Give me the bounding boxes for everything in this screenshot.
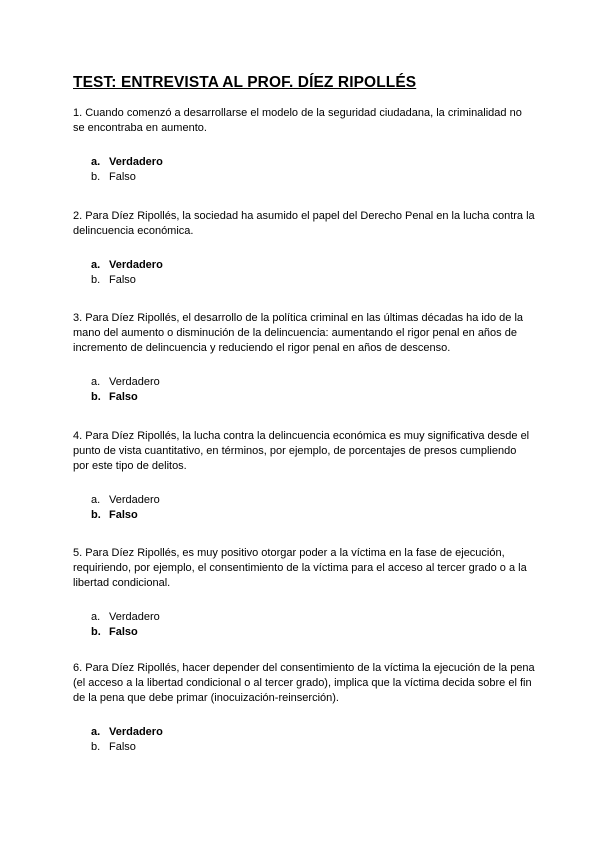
option-label: Verdadero (109, 156, 163, 168)
option-label: Verdadero (109, 726, 163, 738)
option-letter: a. (91, 376, 101, 388)
answer-options (73, 610, 535, 640)
question-block (73, 429, 535, 523)
option-letter: a. (91, 494, 101, 506)
option-letter: b. (91, 171, 101, 183)
option-letter: a. (91, 259, 101, 271)
answer-option-correct (73, 725, 535, 740)
question-text: 2. Para Díez Ripollés, la sociedad ha asumido el papel del Derecho Penal en la lucha contra la delincuencia económica. (73, 210, 535, 237)
option-letter: b. (91, 626, 101, 638)
option-label: Falso (109, 741, 136, 753)
option-label: Falso (109, 391, 138, 403)
answer-option-correct (73, 625, 535, 640)
question-block (73, 106, 535, 185)
answer-option (73, 170, 535, 185)
answer-option-correct (73, 390, 535, 405)
answer-options (73, 258, 535, 288)
option-label: Verdadero (109, 259, 163, 271)
question-text: 4. Para Díez Ripollés, la lucha contra la delincuencia económica es muy significativa desde el punto de vista cuantitativo, en términos, por ejemplo, de porcentajes de presos cumpliendo por este tipo de delitos. (73, 430, 530, 472)
answer-option-correct (73, 508, 535, 523)
question-text: 5. Para Díez Ripollés, es muy positivo otorgar poder a la víctima en la fase de ejecución, requiriendo, por ejemplo, el consentimiento de la víctima para el acceso al tercer grado o a la libertad condicional. (73, 547, 527, 589)
answer-option (73, 375, 535, 390)
option-letter: b. (91, 509, 101, 521)
question-block (73, 546, 535, 640)
answer-options (73, 155, 535, 185)
answer-option-correct (73, 258, 535, 273)
option-label: Verdadero (109, 494, 160, 506)
answer-options (73, 493, 535, 523)
answer-options (73, 725, 535, 755)
question-text: 3. Para Díez Ripollés, el desarrollo de la política criminal en las últimas décadas ha ido de la mano del aumento o disminución de la delincuencia: aumentando el rigor penal en años de incremento de delincuencia y reduciendo el rigor penal en años de descenso. (73, 312, 524, 354)
question-text: 6. Para Díez Ripollés, hacer depender del consentimiento de la víctima la ejecución de la pena (el acceso a la libertad condicional o al tercer grado), implica que la víctima decida sobre el fin de la pena que debe primar (inocuización-reinserción). (73, 662, 535, 704)
option-label: Verdadero (109, 611, 160, 623)
answer-options (73, 375, 535, 405)
question-block (73, 311, 535, 405)
answer-option (73, 610, 535, 625)
answer-option (73, 740, 535, 755)
option-label: Falso (109, 509, 138, 521)
option-label: Falso (109, 171, 136, 183)
answer-option-correct (73, 155, 535, 170)
question-block (73, 661, 535, 755)
option-letter: a. (91, 726, 101, 738)
question-block (73, 209, 535, 288)
page-title: TEST: ENTREVISTA AL PROF. DÍEZ RIPOLLÉS (73, 74, 417, 91)
option-letter: b. (91, 741, 101, 753)
option-label: Falso (109, 626, 138, 638)
option-letter: a. (91, 611, 101, 623)
option-label: Verdadero (109, 376, 160, 388)
question-text: 1. Cuando comenzó a desarrollarse el modelo de la seguridad ciudadana, la criminalidad no se encontraba en aumento. (73, 107, 522, 134)
option-label: Falso (109, 274, 136, 286)
answer-option (73, 493, 535, 508)
option-letter: b. (91, 274, 101, 286)
option-letter: a. (91, 156, 101, 168)
option-letter: b. (91, 391, 101, 403)
answer-option (73, 273, 535, 288)
